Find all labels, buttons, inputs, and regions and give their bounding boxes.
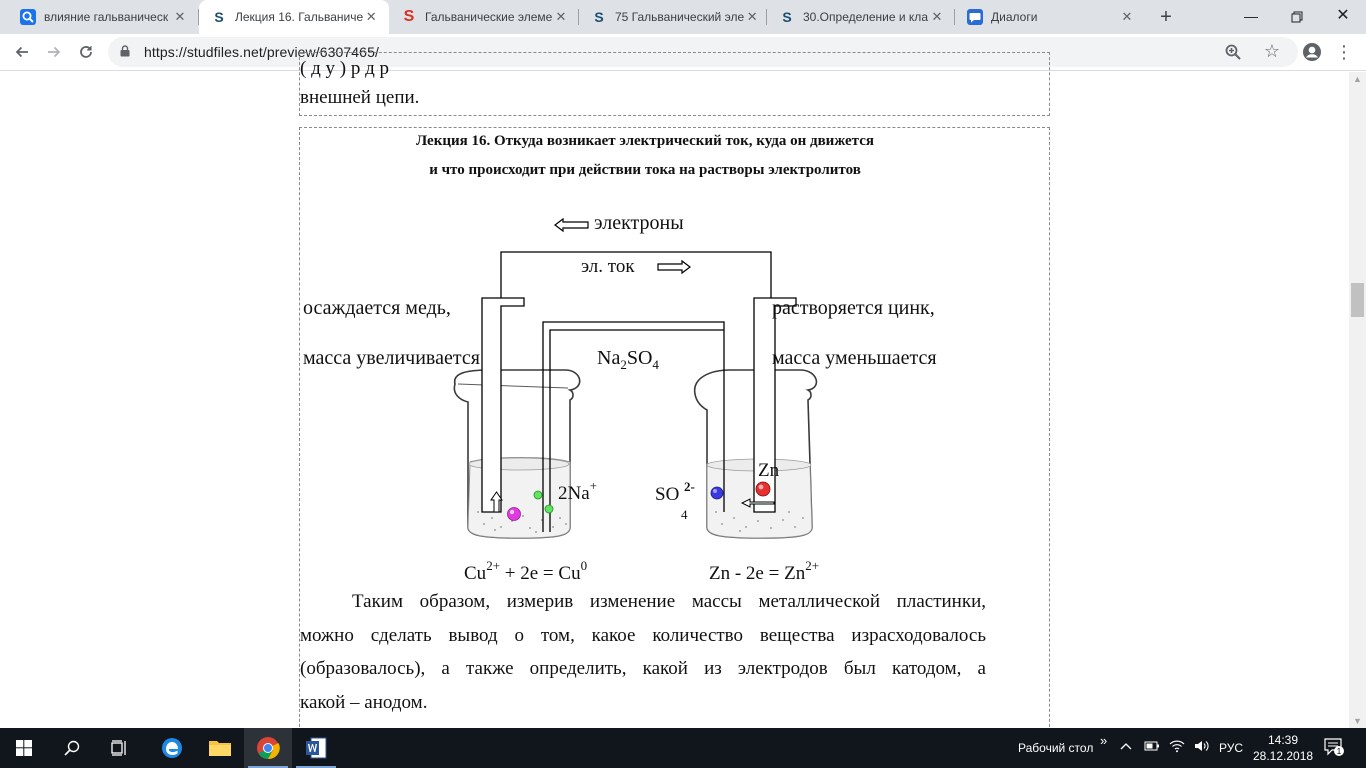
anode-label-line-1: растворяется цинк,: [772, 297, 935, 319]
chrome-taskbar-button[interactable]: [244, 728, 292, 768]
tab-definition[interactable]: S 30.Определение и кла ✕: [767, 0, 955, 34]
toolbar-chevron-icon[interactable]: »: [1100, 733, 1108, 748]
volume-icon[interactable]: [1194, 739, 1210, 756]
maximize-button[interactable]: [1274, 0, 1320, 34]
lock-icon: [120, 45, 130, 57]
paragraph-line: какой – анодом.: [300, 691, 428, 713]
current-label: эл. ток: [581, 256, 635, 277]
bookmark-star-icon[interactable]: ☆: [1263, 41, 1280, 61]
back-button[interactable]: [10, 40, 34, 64]
word-taskbar-button[interactable]: [292, 728, 340, 768]
language-indicator[interactable]: РУС: [1219, 741, 1244, 755]
lecture-heading-line-1: Лекция 16. Откуда возникает электрический ток, куда он движется: [415, 133, 874, 149]
zoom-icon[interactable]: [1224, 43, 1242, 61]
scroll-down-icon[interactable]: ▼: [1353, 716, 1362, 726]
studfiles-icon: S: [594, 9, 604, 25]
cathode-equation: $Cu^{2+} + 2e = Cu^0$: [464, 558, 588, 584]
forward-arrow-icon: [46, 44, 62, 60]
sulfate-ion: [711, 487, 723, 499]
clock-date[interactable]: 28.12.2018: [1253, 749, 1314, 763]
scroll-up-icon[interactable]: ▲: [1353, 74, 1362, 84]
close-tab-icon[interactable]: ✕: [365, 9, 377, 24]
zinc-ion: [756, 482, 770, 496]
file-explorer-taskbar-button[interactable]: [196, 728, 244, 768]
conclusion-paragraph: [300, 585, 986, 719]
minimize-button[interactable]: —: [1244, 8, 1258, 24]
close-tab-icon[interactable]: ✕: [746, 9, 758, 24]
battery-icon[interactable]: [1144, 739, 1160, 756]
edge-icon: [160, 736, 184, 760]
reload-icon: [78, 44, 94, 60]
studopedia-icon: S: [403, 8, 415, 25]
studfiles-icon: S: [214, 9, 224, 25]
paragraph-line: Таким образом, измерив изменение массы металлической пластинки,: [352, 591, 986, 612]
restore-icon: [1291, 11, 1303, 23]
sodium-ion: [534, 491, 542, 499]
folder-icon: [208, 738, 232, 758]
studfiles-icon: S: [782, 9, 792, 25]
task-view-button[interactable]: [96, 728, 144, 768]
url-text: https://studfiles.net/preview/6307465/: [144, 44, 379, 60]
electrons-label: электроны: [594, 212, 684, 234]
windows-taskbar: [0, 728, 1366, 768]
close-tab-icon[interactable]: ✕: [931, 9, 943, 24]
current-arrow: [658, 261, 690, 273]
new-tab-button[interactable]: +: [1160, 6, 1172, 28]
sulfate-subscript: 4: [681, 507, 688, 522]
menu-kebab-icon[interactable]: ⋮: [1335, 42, 1353, 62]
account-icon[interactable]: [1302, 42, 1322, 62]
sulfate-ion-label: SO $^{2-}$: [655, 479, 695, 505]
action-center-icon: [1324, 738, 1344, 756]
reload-button[interactable]: [74, 40, 98, 64]
vertical-scrollbar[interactable]: [1349, 72, 1366, 728]
zinc-label: Zn: [758, 460, 780, 481]
notifications-button[interactable]: [1324, 738, 1344, 759]
wifi-icon[interactable]: [1169, 739, 1185, 756]
copper-ion: [508, 508, 521, 521]
chat-icon: [967, 9, 983, 25]
close-tab-icon[interactable]: ✕: [1121, 9, 1133, 24]
paragraph-line: можно сделать вывод о том, какое количество вещества израсходовалось: [300, 624, 986, 646]
previous-page-cut-text: ( д у ) р д р: [300, 58, 389, 79]
tab-search[interactable]: влияние гальваническ ✕: [8, 0, 198, 34]
tab-galvanic-elements[interactable]: S Гальванические элеме ✕: [389, 0, 579, 34]
cathode-label-line-1: осаждается медь,: [303, 297, 451, 319]
tab-strip: [0, 0, 1366, 34]
desktop-toolbar-label[interactable]: Рабочий стол: [1018, 741, 1094, 755]
clock-time[interactable]: 14:39: [1267, 733, 1299, 747]
close-tab-icon[interactable]: ✕: [555, 9, 567, 24]
show-hidden-icons-icon[interactable]: [1120, 739, 1132, 754]
scrollbar-thumb[interactable]: [1351, 283, 1364, 317]
page-viewport: [0, 58, 1349, 728]
external-wire: [501, 252, 771, 298]
sodium-ion-label: 2Na+: [558, 478, 597, 504]
search-icon: [64, 740, 80, 756]
back-arrow-icon: [14, 44, 30, 60]
sodium-ion: [545, 505, 553, 513]
previous-page-text: внешней цепи.: [300, 87, 420, 108]
forward-button[interactable]: [42, 40, 66, 64]
windows-logo-icon: [16, 740, 32, 756]
salt-bridge-formula: $Na_2SO_4$: [597, 347, 659, 372]
word-icon: [304, 736, 328, 760]
start-button[interactable]: [0, 728, 48, 768]
edge-taskbar-button[interactable]: [148, 728, 196, 768]
task-view-icon: [111, 740, 129, 756]
search-taskbar-button[interactable]: [48, 728, 96, 768]
paragraph-line: (образовалось), а также определить, какой из электродов был катодом, а: [300, 658, 986, 679]
close-tab-icon[interactable]: ✕: [174, 9, 186, 24]
chrome-icon: [256, 736, 280, 760]
electron-arrow: [555, 219, 588, 231]
anode-label-line-2: масса уменьшается: [772, 347, 937, 369]
tab-galvanic-75[interactable]: S 75 Гальванический эле ✕: [579, 0, 767, 34]
close-window-button[interactable]: ✕: [1336, 7, 1350, 24]
anode-equation: $Zn - 2e = Zn^{2+}$: [709, 558, 820, 584]
search-icon: [20, 9, 36, 25]
notifications-count: 1: [1336, 747, 1342, 756]
lecture-heading-line-2: и что происходит при действии тока на растворы электролитов: [429, 162, 861, 178]
tab-active-lecture[interactable]: S Лекция 16. Гальваниче ✕: [199, 0, 389, 34]
cathode-label-line-2: масса увеличивается: [303, 347, 480, 369]
tab-dialogs[interactable]: Диалоги ✕: [955, 0, 1145, 34]
